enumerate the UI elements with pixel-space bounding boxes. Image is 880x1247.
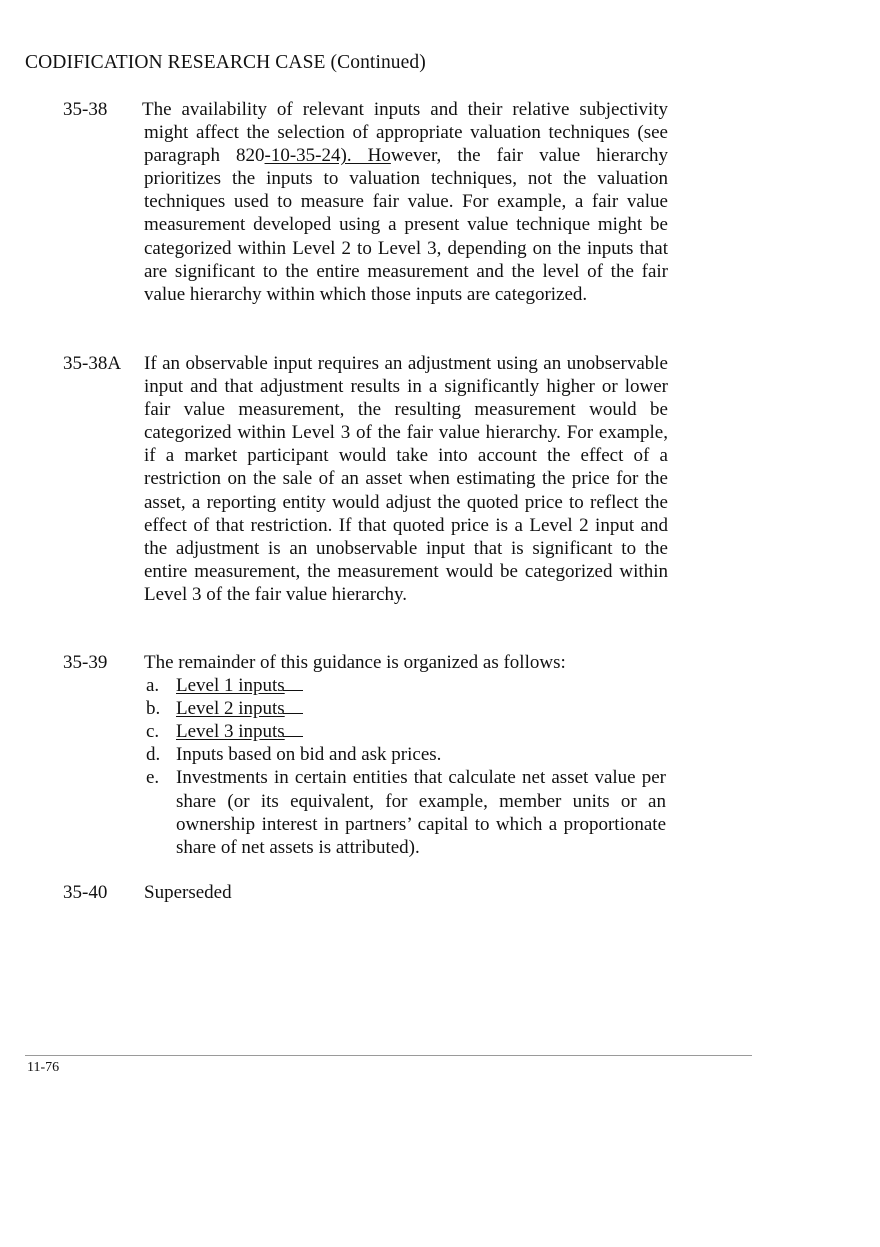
level-3-inputs-link[interactable]: Level 3 inputs: [176, 721, 285, 743]
list-item: [144, 674, 666, 697]
page-number: 11-76: [27, 1060, 60, 1075]
list-item: [144, 766, 666, 858]
paragraph-text: If an observable input requires an adjustment using an unobservable input and that adjustment results in a significantly higher or lower fair value measurement, the resulting measurement would be categorized within Level 3 of the fair value hierarchy. For example, if a market participant would take into account the effect of a restriction on the sale of an asset when estimating the price for the asset, a reporting entity would adjust the quoted price to reflect the effect of that restriction. If that quoted price is a Level 2 input and the adjustment is an unobservable input that is significant to the entire measurement, the measurement would be categorized within Level 3 of the fair value hierarchy.: [144, 353, 668, 605]
list-item-text: Investments in certain entities that calculate net asset value per share (or its equivalent, for example, member units or an ownership interest in partners’ capital to which a proportionate share of net assets is attributed).: [176, 767, 666, 858]
underline-pad: [283, 676, 303, 691]
paragraph-text-end: wever, the fair value hierarchy prioritizes the inputs to valuation techniques, not the valuation techniques used to measure fair value. For example, a fair value measurement developed using a present value technique might be categorized within Level 2 to Level 3, depending on the inputs that are significant to the entire measurement and the level of the fair value hierarchy within which those inputs are categorized.: [144, 145, 669, 305]
list-item-letter: d.: [146, 744, 161, 766]
level-2-inputs-link[interactable]: Level 2 inputs: [176, 698, 285, 720]
paragraph-body: [144, 98, 668, 306]
underline-pad: [283, 699, 303, 714]
list-item: [144, 697, 666, 720]
paragraph-35-38a: [63, 352, 668, 606]
paragraph-number: 35-38: [63, 99, 108, 120]
paragraph-number: 35-40: [63, 882, 108, 903]
list-item-letter: c.: [146, 721, 160, 743]
list-item-letter: b.: [146, 698, 161, 720]
paragraph-text-start: The availability of relevant inputs and their relative subjectivity might affect the selection of appropriate valuation techniques (see paragraph 820: [142, 99, 668, 167]
paragraph-number: 35-39: [63, 652, 108, 673]
list-item-letter: a.: [146, 675, 160, 697]
paragraph-reference-link[interactable]: -10-35-24). Ho: [264, 145, 391, 167]
page-title: CODIFICATION RESEARCH CASE (Continued): [25, 52, 426, 73]
list-item: [144, 743, 666, 766]
list-item: [144, 720, 666, 743]
paragraph-text: Superseded: [144, 882, 232, 903]
level-1-inputs-link[interactable]: Level 1 inputs: [176, 675, 285, 697]
paragraph-number: 35-38A: [63, 353, 122, 374]
paragraph-35-39: [63, 651, 668, 859]
paragraph-35-40: [63, 881, 668, 904]
underline-pad: [283, 722, 303, 737]
paragraph-text: The remainder of this guidance is organized as follows:: [144, 652, 566, 673]
footer-divider: [25, 1055, 752, 1056]
list-item-letter: e.: [146, 767, 160, 789]
guidance-list: [144, 674, 668, 859]
list-item-text: Inputs based on bid and ask prices.: [176, 744, 442, 766]
paragraph-35-38: [63, 98, 668, 306]
